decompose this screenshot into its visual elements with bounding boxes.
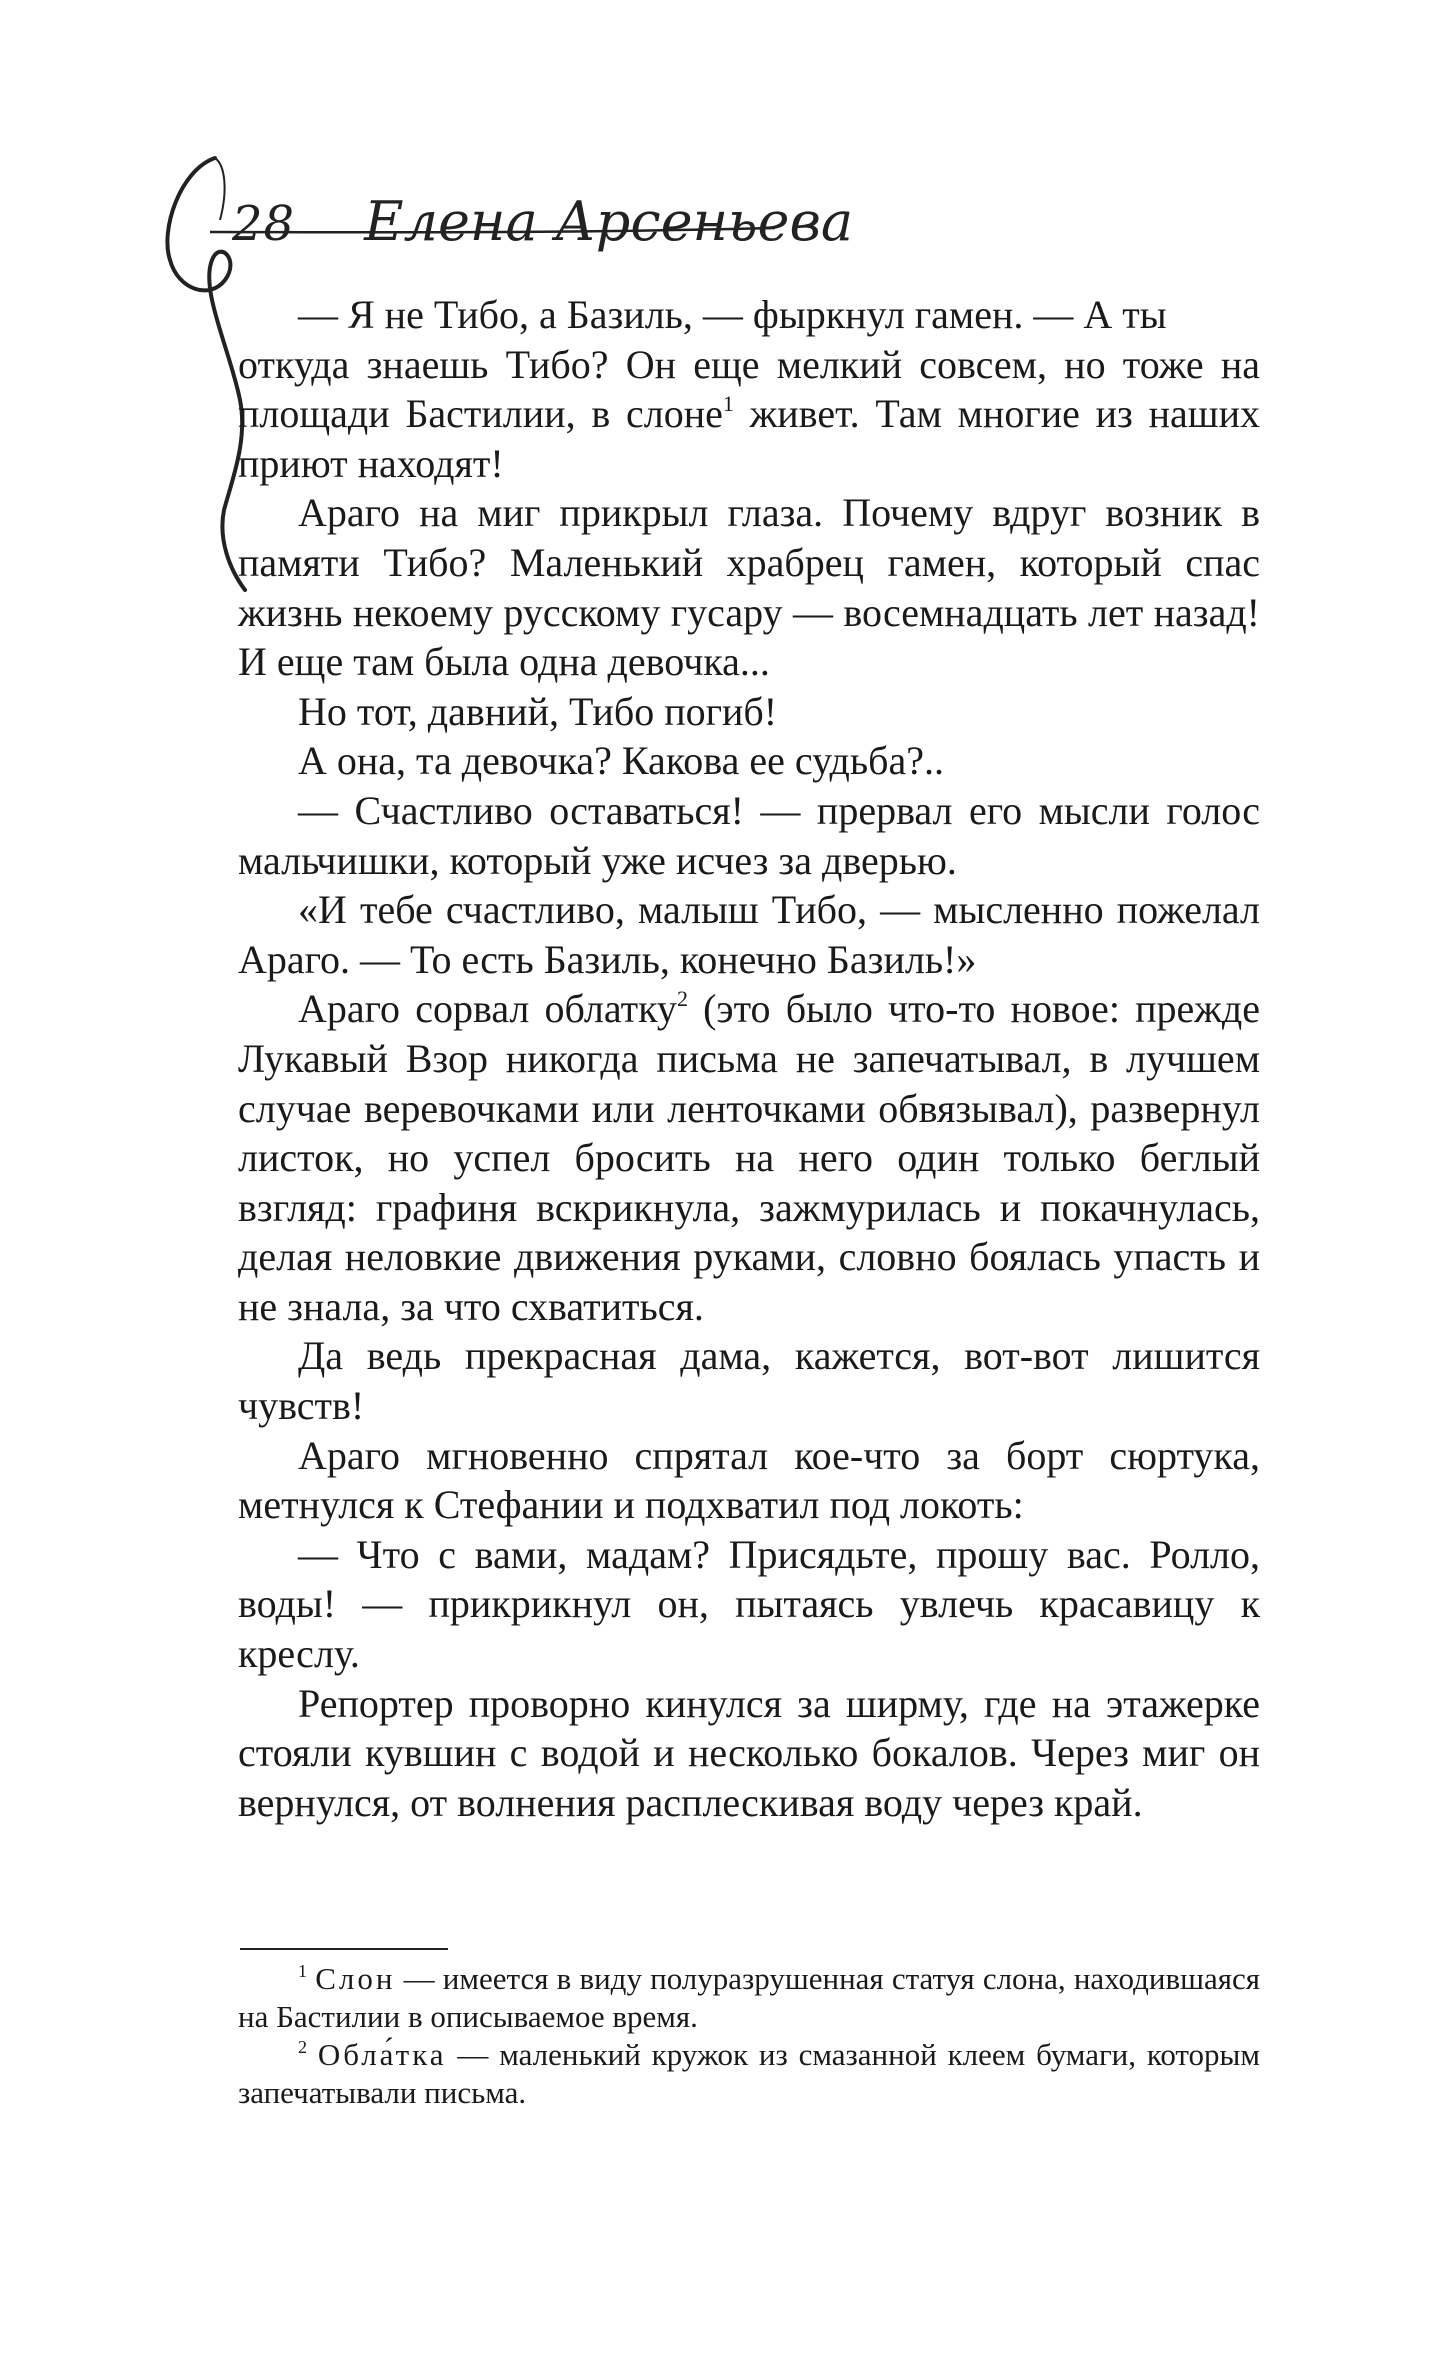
- footnote-mark: 1: [298, 1961, 307, 1981]
- running-head-author: Елена Арсеньева: [364, 190, 854, 253]
- text-run: Араго мгновенно спрятал кое-что за борт сюртука, метнулся к Стефании и подхватил под локоть:: [238, 1432, 1260, 1528]
- footnote: [238, 1960, 1260, 2036]
- page-number: 28: [232, 196, 296, 252]
- footnote: [238, 2036, 1260, 2112]
- text-run: Араго на миг прикрыл глаза. Почему вдруг возник в памяти Тибо? Маленький храбрец гамен, который спас жизнь некоему русскому гусару — восемнадцать лет назад! И еще там была одна девочка...: [238, 490, 1260, 685]
- footnote-divider: [240, 1948, 448, 1950]
- text-run: Да ведь прекрасная дама, кажется, вот-вот лишится чувств!: [238, 1333, 1260, 1429]
- footnote-term: Слон: [315, 1961, 396, 1996]
- footnote-ref: 1: [722, 391, 734, 417]
- footnote-ref: 2: [676, 986, 688, 1012]
- text-line: — Я не Тибо, а Базиль, — фыркнул гамен. — А ты: [298, 292, 1167, 337]
- text-run: Но тот, давний, Тибо погиб!: [298, 688, 778, 734]
- text-run: Араго сорвал облатку: [298, 986, 677, 1032]
- paragraph: [238, 786, 1260, 885]
- paragraph: [238, 1679, 1260, 1828]
- main-text: [238, 290, 1260, 1827]
- paragraph: [238, 1530, 1260, 1679]
- paragraph: [238, 1431, 1260, 1530]
- footnote-term: Обла́тка: [317, 2037, 447, 2072]
- paragraph: [238, 340, 1260, 489]
- paragraph: [238, 1331, 1260, 1430]
- paragraph: [238, 488, 1260, 686]
- paragraph: [238, 687, 1260, 737]
- footnotes: [238, 1960, 1260, 2112]
- footnote-text: — имеется в виду полуразрушенная статуя слона, находившаяся на Бастилии в описываемое время.: [238, 1961, 1260, 2034]
- text-run: Репортер проворно кинулся за ширму, где на этажерке стояли кувшин с водой и несколько бокалов. Через миг он вернулся, от волнения расплескивая воду через край.: [238, 1680, 1260, 1825]
- paragraph: [238, 984, 1260, 1331]
- footnote-text: — маленький кружок из смазанной клеем бумаги, которым запечатывали письма.: [238, 2037, 1260, 2110]
- text-run: «И тебе счастливо, малыш Тибо, — мысленно пожелал Араго. — То есть Базиль, конечно Базиль!»: [238, 887, 1260, 982]
- text-run: А она, та девочка? Какова ее судьба?..: [298, 738, 944, 784]
- text-run: — Счастливо оставаться! — прервал его мысли голос мальчишки, который уже исчез за дверью.: [238, 787, 1260, 883]
- text-run: (это было что-то новое: прежде Лукавый Взор никогда письма не запечатывал, в лучшем случае веревочками или ленточками обвязывал), развернул листок, но успел бросить на него один только беглый взгляд: графиня вскрикнула, зажмурилась и покачнулась, делая неловкие движения руками, словно боялась упасть и не знала, за что схватиться.: [238, 986, 1260, 1329]
- running-header: [232, 190, 853, 253]
- footnote-mark: 2: [298, 2037, 307, 2057]
- text-run: живет. Там многие из наших приют находят!: [238, 391, 1260, 486]
- text-run: откуда знаешь Тибо? Он еще мелкий совсем, но тоже на площади Бастилии, в слоне: [238, 341, 1260, 437]
- text-run: — Что с вами, мадам? Присядьте, прошу вас. Ролло, воды! — прикрикнул он, пытаясь увлечь красавицу к креслу.: [238, 1531, 1260, 1677]
- paragraph: [238, 885, 1260, 984]
- paragraph: [238, 736, 1260, 786]
- paragraph: [238, 290, 1260, 340]
